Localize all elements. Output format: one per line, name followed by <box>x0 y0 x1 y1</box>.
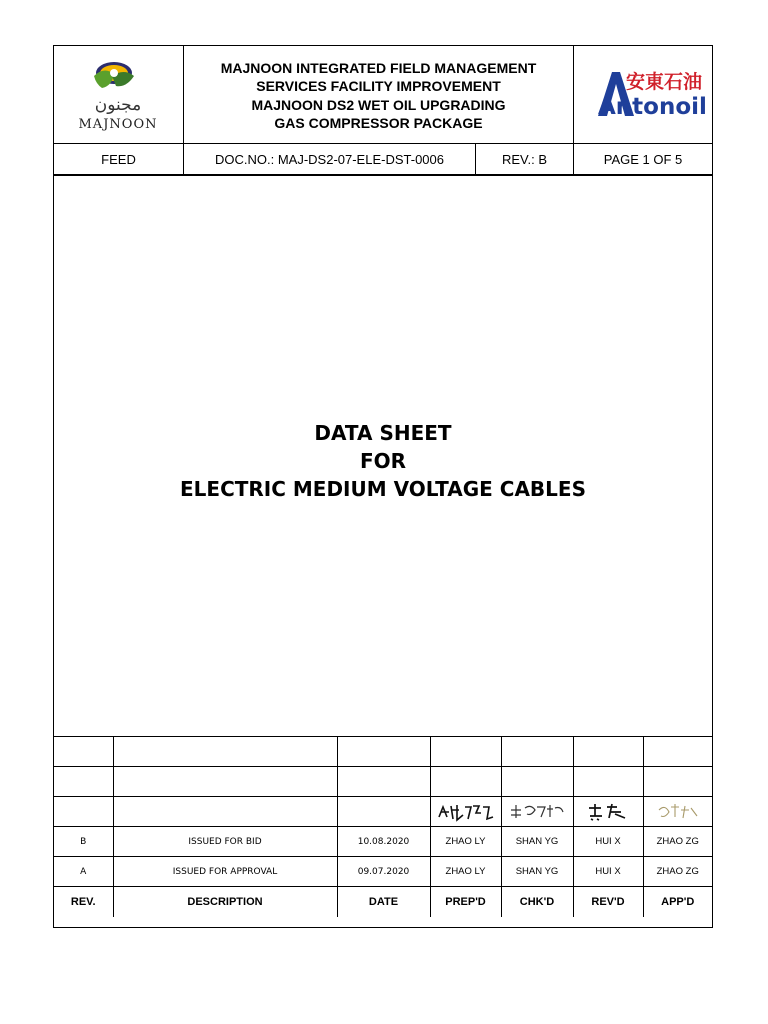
doc-number: DOC.NO.: MAJ-DS2-07-ELE-DST-0006 <box>184 144 476 175</box>
document-title-line-1: DATA SHEET <box>314 421 452 445</box>
revd-cell: HUI X <box>573 857 643 887</box>
majnoon-logo-cell <box>54 46 184 143</box>
majnoon-logo-text: MAJNOON <box>78 117 158 132</box>
prepd-cell: ZHAO LY <box>430 857 501 887</box>
majnoon-logo <box>54 46 184 143</box>
project-title-line-3: MAJNOON DS2 WET OIL UPGRADING <box>251 96 506 113</box>
date-cell: 09.07.2020 <box>337 857 430 887</box>
document-title <box>54 419 712 503</box>
document-title-line-2: FOR <box>359 449 407 473</box>
page-number: PAGE 1 OF 5 <box>603 152 683 167</box>
document-frame <box>53 45 713 928</box>
signature-appd <box>643 797 712 827</box>
antonoil-logo-cell <box>574 46 712 143</box>
majnoon-arabic: مجنون <box>94 95 142 115</box>
table-row <box>54 767 712 797</box>
chkd-cell: SHAN YG <box>501 857 573 887</box>
rev-cell: A <box>54 857 113 887</box>
header-chkd: CHK'D <box>501 887 573 917</box>
signature-revd <box>573 797 643 827</box>
document-info-row <box>54 143 712 176</box>
header-prepd: PREP'D <box>430 887 501 917</box>
header-description: DESCRIPTION <box>113 887 337 917</box>
prepd-cell: ZHAO LY <box>430 827 501 857</box>
signature-chkd <box>501 797 573 827</box>
header-revd: REV'D <box>573 887 643 917</box>
antonoil-logo-text: Antonoil <box>598 94 707 120</box>
table-row <box>54 857 712 887</box>
revision-table <box>54 736 712 917</box>
antonoil-chinese: 安東石油 <box>626 71 703 93</box>
document-title-line-3: ELECTRIC MEDIUM VOLTAGE CABLES <box>180 477 586 501</box>
project-title <box>184 46 574 143</box>
rev-cell: B <box>54 827 113 857</box>
project-title-line-2: SERVICES FACILITY IMPROVEMENT <box>256 78 501 94</box>
header-date: DATE <box>337 887 430 917</box>
table-row <box>54 827 712 857</box>
revision-label: REV.: B <box>476 144 574 175</box>
appd-cell: ZHAO ZG <box>643 857 712 887</box>
header-rev: REV. <box>54 887 113 917</box>
appd-cell: ZHAO ZG <box>643 827 712 857</box>
date-cell: 10.08.2020 <box>337 827 430 857</box>
revd-cell: HUI X <box>573 827 643 857</box>
table-row <box>54 737 712 767</box>
phase-label: FEED <box>54 144 184 175</box>
signature-row <box>54 797 712 827</box>
header-appd: APP'D <box>643 887 712 917</box>
description-cell: ISSUED FOR APPROVAL <box>113 857 337 887</box>
project-title-line-1: MAJNOON INTEGRATED FIELD MANAGEMENT <box>220 59 537 76</box>
chkd-cell: SHAN YG <box>501 827 573 857</box>
antonoil-logo <box>574 46 712 143</box>
table-header-row <box>54 887 712 917</box>
project-title-line-4: GAS COMPRESSOR PACKAGE <box>274 115 483 131</box>
signature-prepd <box>430 797 501 827</box>
description-cell: ISSUED FOR BID <box>113 827 337 857</box>
